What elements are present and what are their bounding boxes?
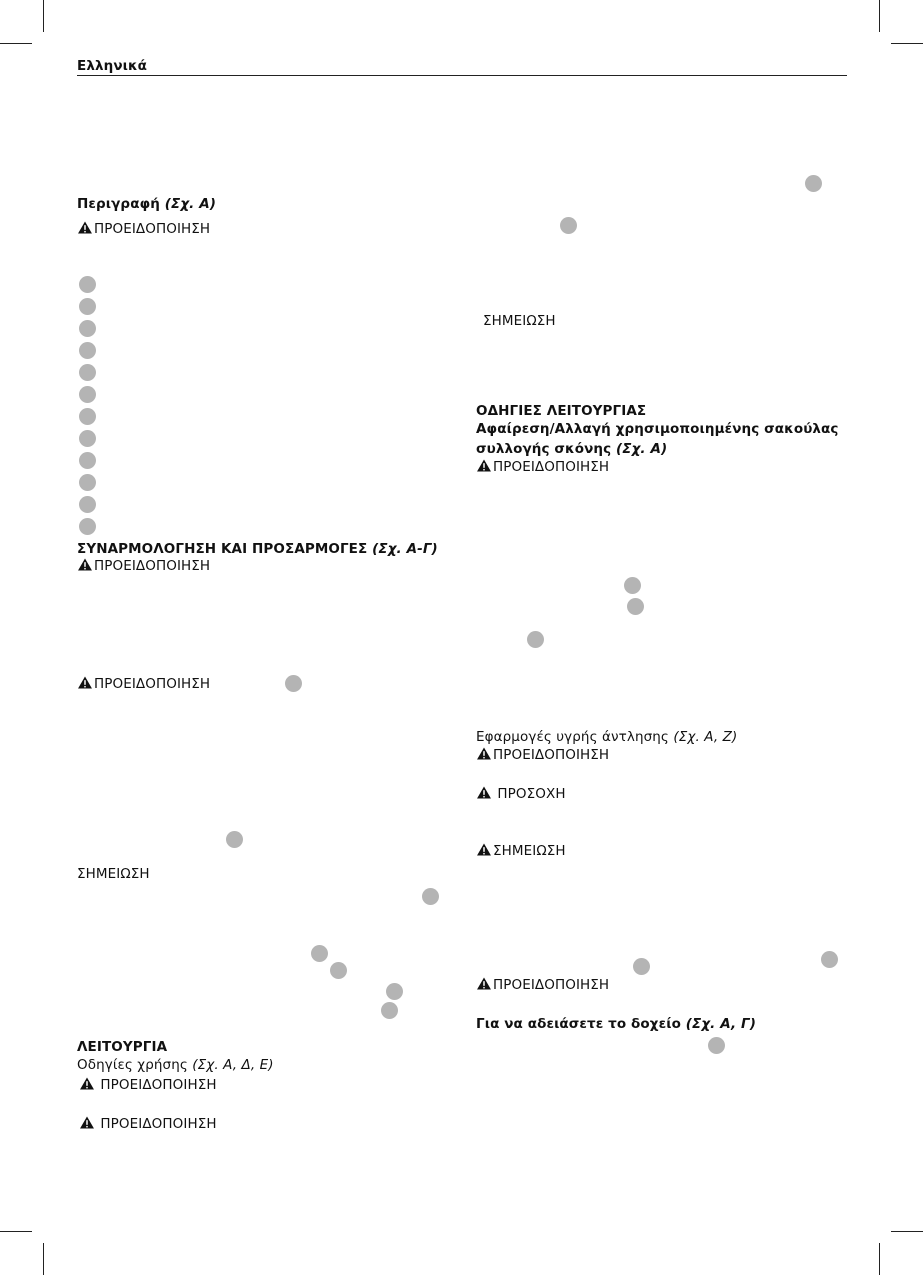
warning-label [476, 747, 609, 763]
note-label: ΣΗΜΕΙΩΣΗ [483, 313, 556, 329]
crop-mark [0, 1231, 32, 1232]
callout-circle [330, 962, 347, 979]
warning-triangle-icon [476, 459, 492, 472]
wet-figure-ref: (Σχ. A, Ζ) [673, 729, 738, 745]
warning-triangle-icon [79, 1077, 95, 1090]
callout-circle [285, 675, 302, 692]
warning-text: ΠΡΟΕΙΔΟΠΟΙΗΣΗ [493, 459, 610, 475]
operation-heading: ΛΕΙΤΟΥΡΓΙΑ [77, 1039, 168, 1055]
callout-circle [79, 298, 96, 315]
empty-figure-ref: (Σχ. A, Γ) [685, 1016, 757, 1032]
bag-heading-line2 [476, 441, 667, 457]
callout-circle [386, 983, 403, 1000]
note-text: ΣΗΜΕΙΩΣΗ [493, 843, 566, 859]
warning-triangle-icon [476, 747, 492, 760]
callout-circle [805, 175, 822, 192]
callout-circle [79, 276, 96, 293]
crop-mark [891, 43, 923, 44]
callout-circle [79, 430, 96, 447]
callout-circle [708, 1037, 725, 1054]
callout-circle [633, 958, 650, 975]
note-label: ΣΗΜΕΙΩΣΗ [77, 866, 150, 882]
bag-heading-line1: Αφαίρεση/Αλλαγή χρησιμοποιημένης σακούλας [476, 421, 839, 437]
bag-heading-text: συλλογής σκόνης [476, 441, 612, 457]
warning-triangle-icon [77, 221, 93, 234]
description-heading-text: Περιγραφή [77, 196, 160, 212]
assembly-figure-ref: (Σχ. A-Γ) [372, 541, 438, 557]
callout-circle [79, 452, 96, 469]
crop-mark [879, 0, 880, 32]
description-heading [77, 196, 216, 212]
warning-triangle-icon [476, 843, 492, 856]
crop-mark [43, 1243, 44, 1275]
warning-triangle-icon [77, 558, 93, 571]
callout-circle [79, 342, 96, 359]
assembly-heading [77, 541, 438, 557]
crop-mark [43, 0, 44, 32]
warning-text: ΠΡΟΕΙΔΟΠΟΙΗΣΗ [493, 977, 610, 993]
description-figure-ref: (Σχ. A) [164, 196, 217, 212]
callout-circle [627, 598, 644, 615]
warning-label [77, 221, 210, 237]
warning-triangle-icon [476, 786, 492, 799]
assembly-heading-text: ΣΥΝΑΡΜΟΛΟΓΗΣΗ ΚΑΙ ΠΡΟΣΑΡΜΟΓΕΣ [77, 541, 368, 557]
callout-circle [79, 496, 96, 513]
warning-text: ΠΡΟΕΙΔΟΠΟΙΗΣΗ [100, 1077, 217, 1093]
warning-triangle-icon [77, 676, 93, 689]
bag-figure-ref: (Σχ. A) [616, 441, 668, 457]
empty-heading-text: Για να αδειάσετε το δοχείο [476, 1016, 681, 1032]
operating-instructions-heading: ΟΔΗΓΙΕΣ ΛΕΙΤΟΥΡΓΙΑΣ [476, 403, 647, 419]
callout-circle [624, 577, 641, 594]
warning-triangle-icon [79, 1116, 95, 1129]
page-language-header: Ελληνικά [77, 58, 148, 74]
crop-mark [0, 43, 32, 44]
callout-circle [821, 951, 838, 968]
warning-text: ΠΡΟΕΙΔΟΠΟΙΗΣΗ [94, 558, 211, 574]
warning-text: ΠΡΟΕΙΔΟΠΟΙΗΣΗ [493, 747, 610, 763]
warning-label [476, 459, 609, 475]
callout-circle [226, 831, 243, 848]
empty-container-heading [476, 1016, 756, 1032]
warning-text: ΠΡΟΕΙΔΟΠΟΙΗΣΗ [100, 1116, 217, 1132]
callout-circle [79, 386, 96, 403]
warning-triangle-icon [476, 977, 492, 990]
crop-mark [879, 1243, 880, 1275]
callout-circle [311, 945, 328, 962]
warning-label [77, 558, 210, 574]
callout-circle [79, 518, 96, 535]
callout-circle [79, 408, 96, 425]
warning-text: ΠΡΟΕΙΔΟΠΟΙΗΣΗ [94, 676, 211, 692]
callout-circle [527, 631, 544, 648]
warning-label [79, 1077, 217, 1093]
note-label [476, 843, 566, 859]
header-rule [77, 75, 847, 76]
caution-text: ΠΡΟΣΟΧΗ [497, 786, 566, 802]
warning-text: ΠΡΟΕΙΔΟΠΟΙΗΣΗ [94, 221, 211, 237]
callout-circle [381, 1002, 398, 1019]
usage-heading [77, 1057, 274, 1073]
wet-heading-text: Εφαρμογές υγρής άντλησης [476, 729, 669, 745]
callout-circle [79, 320, 96, 337]
callout-circle [560, 217, 577, 234]
wet-applications-heading [476, 729, 737, 745]
warning-label [476, 977, 609, 993]
caution-label [476, 786, 566, 802]
crop-mark [891, 1231, 923, 1232]
usage-heading-text: Οδηγίες χρήσης [77, 1057, 188, 1073]
callout-circle [79, 474, 96, 491]
usage-figure-ref: (Σχ. A, Δ, Ε) [192, 1057, 274, 1073]
callout-circle [422, 888, 439, 905]
callout-circle [79, 364, 96, 381]
warning-label [79, 1116, 217, 1132]
warning-label [77, 676, 210, 692]
